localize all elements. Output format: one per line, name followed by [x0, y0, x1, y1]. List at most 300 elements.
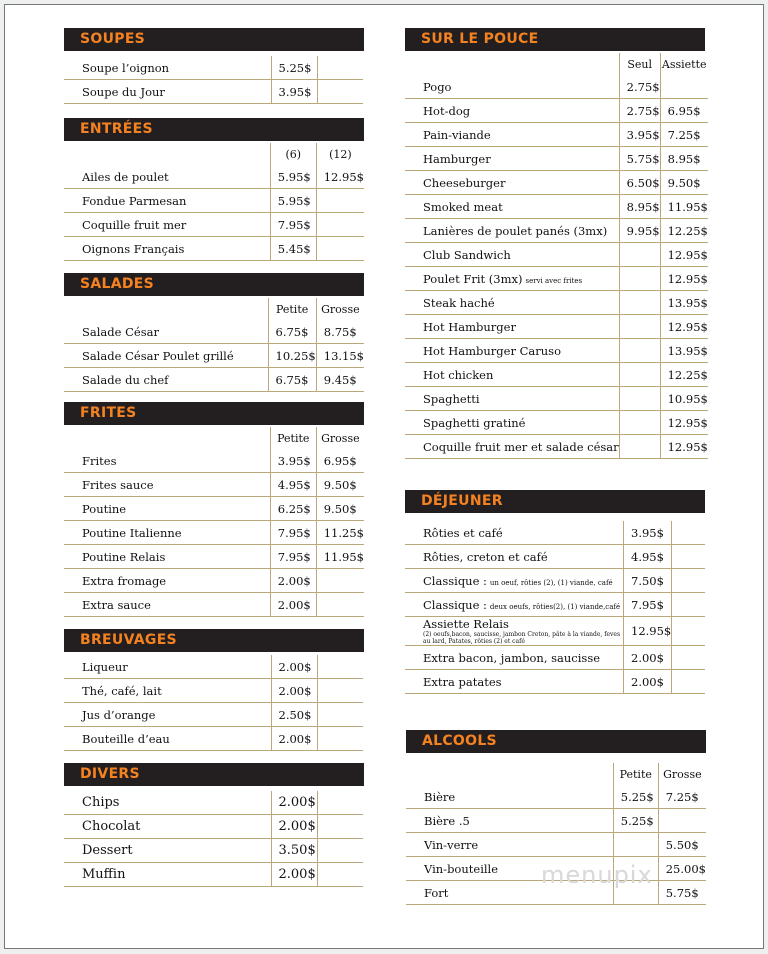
- menu-item-row: [405, 243, 708, 267]
- section-breuvages: [64, 629, 364, 751]
- column-header: Grosse: [658, 763, 706, 785]
- item-name: Salade César Poulet grillé: [82, 348, 234, 363]
- menu-item-row: [64, 80, 363, 104]
- item-name-cell: [64, 189, 270, 213]
- price: 3.95$: [624, 521, 672, 545]
- price: [672, 593, 705, 617]
- section-title: SALADES: [64, 273, 364, 296]
- column-header: Seul: [619, 53, 660, 75]
- column-header: (12): [316, 143, 364, 165]
- menu-item-row: [405, 171, 708, 195]
- item-name: Vin-verre: [424, 837, 479, 852]
- item-name-cell: [406, 833, 613, 857]
- item-note: deux oeufs, rôties(2), (1) viande,café: [489, 602, 621, 611]
- item-name: Liqueur: [82, 659, 128, 674]
- price: 12.25$: [660, 363, 708, 387]
- menu-item-row: [406, 833, 706, 857]
- menu-item-row: [405, 545, 705, 569]
- price: 2.75$: [619, 75, 660, 99]
- item-name: Classique :: [423, 573, 487, 588]
- item-name: Smoked meat: [423, 199, 503, 214]
- menu-item-row: [406, 785, 706, 809]
- price: [317, 727, 363, 751]
- price: [672, 617, 705, 646]
- price: 7.50$: [624, 569, 672, 593]
- item-note: un oeuf, rôties (2), (1) viande, café: [489, 578, 613, 587]
- menu-item-row: [64, 56, 363, 80]
- menu-item-row: [64, 473, 364, 497]
- column-header: Petite: [268, 298, 316, 320]
- price: 10.95$: [660, 387, 708, 411]
- price: 2.00$: [270, 569, 316, 593]
- menu-item-row: [405, 147, 708, 171]
- menu-item-row: [405, 569, 705, 593]
- item-name: Pain-viande: [423, 127, 491, 142]
- menu-item-row: [64, 189, 364, 213]
- menu-item-row: [64, 593, 364, 617]
- price: [317, 80, 363, 104]
- price: 9.45$: [316, 368, 364, 392]
- item-name-cell: [405, 291, 619, 315]
- item-name: Rôties et café: [423, 525, 503, 540]
- price: [316, 189, 364, 213]
- item-name-cell: [64, 56, 271, 80]
- menu-item-row: [405, 291, 708, 315]
- menu-item-row: [405, 315, 708, 339]
- menu-item-row: [64, 655, 363, 679]
- price: [317, 703, 363, 727]
- price: 2.00$: [624, 646, 672, 670]
- item-name: Soupe l’oignon: [82, 60, 170, 75]
- price: 11.95$: [660, 195, 708, 219]
- item-name-cell: [405, 123, 619, 147]
- section-title: DIVERS: [64, 763, 364, 786]
- price: 2.00$: [624, 670, 672, 694]
- item-name-cell: [64, 213, 270, 237]
- menu-item-row: [405, 435, 708, 459]
- item-name-cell: [64, 679, 271, 703]
- item-name: Bière: [424, 789, 456, 804]
- menu-item-row: [405, 670, 705, 694]
- item-name: Poutine: [82, 501, 127, 516]
- item-name: Poutine Italienne: [82, 525, 182, 540]
- menu-item-row: [64, 237, 364, 261]
- price: [317, 815, 363, 839]
- item-name: Bouteille d’eau: [82, 731, 170, 746]
- price: 9.50$: [660, 171, 708, 195]
- menu-item-row: [64, 213, 364, 237]
- price: [317, 791, 363, 815]
- menu-item-row: [64, 497, 364, 521]
- item-name: Extra bacon, jambon, saucisse: [423, 650, 601, 665]
- price: 12.25$: [660, 219, 708, 243]
- price: [619, 243, 660, 267]
- item-name-cell: [64, 497, 270, 521]
- item-name: Hot Hamburger: [423, 319, 516, 334]
- menu-item-row: [405, 363, 708, 387]
- price: 12.95$: [660, 267, 708, 291]
- item-name-cell: [405, 75, 619, 99]
- menu-table: [405, 53, 708, 459]
- price: 6.95$: [316, 449, 364, 473]
- item-name: Club Sandwich: [423, 247, 511, 262]
- price: 2.00$: [271, 655, 317, 679]
- menu-item-row: [64, 449, 364, 473]
- section-dejeuner: [405, 490, 705, 694]
- price: 3.50$: [271, 839, 317, 863]
- item-name: Oignons Français: [82, 241, 185, 256]
- price: 2.00$: [271, 863, 317, 887]
- price: 12.95$: [660, 435, 708, 459]
- section-title: BREUVAGES: [64, 629, 364, 652]
- menu-item-row: [405, 521, 705, 545]
- price: 5.25$: [271, 56, 317, 80]
- menu-item-row: [405, 617, 705, 646]
- item-name: Soupe du Jour: [82, 84, 165, 99]
- item-name: Steak haché: [423, 295, 495, 310]
- price: 2.75$: [619, 99, 660, 123]
- item-name-cell: [405, 315, 619, 339]
- column-header: Petite: [270, 427, 316, 449]
- price: 5.95$: [270, 189, 316, 213]
- menu-item-row: [64, 839, 363, 863]
- menu-item-row: [64, 569, 364, 593]
- item-name-cell: [64, 839, 271, 863]
- price: [317, 839, 363, 863]
- section-title: DÉJEUNER: [405, 490, 705, 513]
- column-header: Petite: [613, 763, 658, 785]
- column-header-row: [64, 143, 364, 165]
- item-name: Spaghetti: [423, 391, 480, 406]
- price: [619, 339, 660, 363]
- menu-item-row: [64, 165, 364, 189]
- item-name: Extra sauce: [82, 597, 151, 612]
- item-name-cell: [405, 387, 619, 411]
- item-name: Lanières de poulet panés (3mx): [423, 223, 608, 238]
- item-name-cell: [405, 670, 624, 694]
- item-name-cell: [64, 473, 270, 497]
- item-name: Bière .5: [424, 813, 470, 828]
- section-sur-le-pouce: [405, 28, 708, 459]
- menu-item-row: [405, 646, 705, 670]
- menu-item-row: [405, 123, 708, 147]
- price: [660, 75, 708, 99]
- item-name-cell: [405, 171, 619, 195]
- price: 2.00$: [271, 679, 317, 703]
- price: 4.95$: [270, 473, 316, 497]
- menu-table: [64, 298, 364, 392]
- item-name-cell: [405, 411, 619, 435]
- menu-table: [64, 427, 364, 617]
- price: 8.95$: [660, 147, 708, 171]
- price: 25.00$: [658, 857, 706, 881]
- section-divers: [64, 763, 364, 887]
- price: 7.25$: [660, 123, 708, 147]
- item-name: Salade César: [82, 324, 159, 339]
- item-name-cell: [64, 545, 270, 569]
- item-name-cell: [406, 809, 613, 833]
- menu-table: [64, 143, 364, 261]
- item-name: Coquille fruit mer et salade césar: [423, 439, 619, 454]
- price: 3.95$: [619, 123, 660, 147]
- item-name: Rôties, creton et café: [423, 549, 548, 564]
- price: 5.75$: [658, 881, 706, 905]
- menu-item-row: [64, 863, 363, 887]
- price: [672, 670, 705, 694]
- item-name-cell: [64, 344, 268, 368]
- item-name-cell: [405, 569, 624, 593]
- price: 12.95$: [660, 411, 708, 435]
- price: [619, 267, 660, 291]
- price: [317, 863, 363, 887]
- price: 9.95$: [619, 219, 660, 243]
- item-name: Classique :: [423, 597, 487, 612]
- menu-item-row: [64, 679, 363, 703]
- price: 2.00$: [271, 727, 317, 751]
- item-name-cell: [405, 593, 624, 617]
- menu-item-row: [405, 99, 708, 123]
- price: 3.95$: [270, 449, 316, 473]
- price: 13.15$: [316, 344, 364, 368]
- price: 10.25$: [268, 344, 316, 368]
- item-name: Pogo: [423, 79, 452, 94]
- column-header: (6): [270, 143, 316, 165]
- item-name-cell: [64, 815, 271, 839]
- menu-item-row: [64, 320, 364, 344]
- item-name-cell: [405, 147, 619, 171]
- menu-item-row: [405, 267, 708, 291]
- section-title: FRITES: [64, 402, 364, 425]
- menu-item-row: [64, 545, 364, 569]
- item-name-cell: [64, 593, 270, 617]
- section-title: ENTRÉES: [64, 118, 364, 141]
- price: [672, 521, 705, 545]
- item-name: Fondue Parmesan: [82, 193, 187, 208]
- price: 7.95$: [624, 593, 672, 617]
- column-header: Assiette: [660, 53, 708, 75]
- price: 11.95$: [316, 545, 364, 569]
- price: 5.25$: [613, 809, 658, 833]
- price: 12.95$: [624, 617, 672, 646]
- price: 9.50$: [316, 473, 364, 497]
- item-name: Fort: [424, 885, 449, 900]
- item-name-cell: [64, 521, 270, 545]
- price: [619, 315, 660, 339]
- price: 12.95$: [660, 243, 708, 267]
- item-name: Frites: [82, 453, 117, 468]
- item-name-cell: [64, 320, 268, 344]
- column-header-row: [64, 298, 364, 320]
- menu-table: [405, 521, 705, 694]
- price: [317, 56, 363, 80]
- section-title: SOUPES: [64, 28, 364, 51]
- price: 7.95$: [270, 213, 316, 237]
- price: 4.95$: [624, 545, 672, 569]
- item-name: Thé, café, lait: [82, 683, 162, 698]
- column-header: Grosse: [316, 298, 364, 320]
- price: 5.25$: [613, 785, 658, 809]
- price: [316, 237, 364, 261]
- price: [316, 213, 364, 237]
- item-name-cell: [405, 617, 624, 646]
- price: 8.95$: [619, 195, 660, 219]
- menu-item-row: [406, 809, 706, 833]
- item-name: Poutine Relais: [82, 549, 166, 564]
- price: 7.95$: [270, 521, 316, 545]
- price: 11.25$: [316, 521, 364, 545]
- item-name-cell: [405, 339, 619, 363]
- item-name-cell: [405, 219, 619, 243]
- watermark: menupix: [541, 861, 653, 889]
- menu-item-row: [64, 791, 363, 815]
- price: [672, 646, 705, 670]
- menu-item-row: [405, 195, 708, 219]
- item-name-cell: [405, 363, 619, 387]
- item-name: Ailes de poulet: [82, 169, 169, 184]
- item-name: Muffin: [82, 867, 126, 882]
- menu-item-row: [64, 344, 364, 368]
- menu-item-row: [64, 703, 363, 727]
- item-name: Chips: [82, 795, 120, 810]
- price: 2.00$: [270, 593, 316, 617]
- item-name: Poulet Frit (3mx): [423, 271, 523, 286]
- item-name-cell: [64, 703, 271, 727]
- item-name-cell: [64, 368, 268, 392]
- menu-item-row: [405, 339, 708, 363]
- price: 6.50$: [619, 171, 660, 195]
- price: 7.95$: [270, 545, 316, 569]
- price: [658, 809, 706, 833]
- item-name-cell: [64, 80, 271, 104]
- price: 6.75$: [268, 320, 316, 344]
- price: [672, 569, 705, 593]
- price: 12.95$: [660, 315, 708, 339]
- column-header-row: [406, 763, 706, 785]
- item-name-cell: [406, 785, 613, 809]
- item-name-cell: [405, 195, 619, 219]
- item-name-cell: [405, 267, 619, 291]
- menu-item-row: [64, 521, 364, 545]
- price: 6.75$: [268, 368, 316, 392]
- section-salades: [64, 273, 364, 392]
- menu-page: [4, 4, 764, 949]
- item-name-cell: [64, 165, 270, 189]
- price: 2.50$: [271, 703, 317, 727]
- price: 13.95$: [660, 291, 708, 315]
- price: 2.00$: [271, 791, 317, 815]
- price: 5.95$: [270, 165, 316, 189]
- price: [613, 833, 658, 857]
- section-entrees: [64, 118, 364, 261]
- price: [316, 593, 364, 617]
- item-name-cell: [64, 449, 270, 473]
- item-name-cell: [405, 521, 624, 545]
- price: [619, 363, 660, 387]
- price: 3.95$: [271, 80, 317, 104]
- item-name-cell: [64, 863, 271, 887]
- item-name: Hot Hamburger Caruso: [423, 343, 561, 358]
- menu-table: [64, 655, 363, 751]
- menu-item-row: [64, 727, 363, 751]
- item-name: Salade du chef: [82, 372, 169, 387]
- section-title: SUR LE POUCE: [405, 28, 705, 51]
- column-header-row: [64, 427, 364, 449]
- section-frites: [64, 402, 364, 617]
- item-name: Dessert: [82, 843, 133, 858]
- price: 5.75$: [619, 147, 660, 171]
- item-name: Extra fromage: [82, 573, 167, 588]
- item-name-cell: [405, 99, 619, 123]
- price: [317, 655, 363, 679]
- item-note: (2) oeufs,bacon, saucisse, jambon Creton, pâte à la viande, feves au lard, Patates, rôties (2) et café: [423, 631, 621, 645]
- item-note: servi avec frites: [525, 276, 583, 285]
- price: [619, 411, 660, 435]
- menu-item-row: [64, 368, 364, 392]
- price: 13.95$: [660, 339, 708, 363]
- menu-table: [64, 791, 363, 887]
- price: [619, 387, 660, 411]
- menu-table: [64, 56, 363, 104]
- item-name-cell: [405, 435, 619, 459]
- column-header: Grosse: [316, 427, 364, 449]
- price: 7.25$: [658, 785, 706, 809]
- price: 5.50$: [658, 833, 706, 857]
- item-name: Frites sauce: [82, 477, 154, 492]
- price: [619, 291, 660, 315]
- menu-item-row: [405, 411, 708, 435]
- item-name-cell: [64, 237, 270, 261]
- price: 6.25$: [270, 497, 316, 521]
- item-name: Coquille fruit mer: [82, 217, 187, 232]
- price: 12.95$: [316, 165, 364, 189]
- item-name: Hot-dog: [423, 103, 471, 118]
- item-name: Extra patates: [423, 674, 502, 689]
- price: 2.00$: [271, 815, 317, 839]
- column-header-row: [405, 53, 708, 75]
- section-soupes: [64, 28, 364, 104]
- price: 5.45$: [270, 237, 316, 261]
- item-name: Assiette Relais: [423, 617, 509, 631]
- item-name-cell: [64, 791, 271, 815]
- section-title: ALCOOLS: [406, 730, 706, 753]
- menu-item-row: [405, 75, 708, 99]
- item-name-cell: [405, 545, 624, 569]
- menu-item-row: [405, 219, 708, 243]
- price: 9.50$: [316, 497, 364, 521]
- item-name: Cheeseburger: [423, 175, 506, 190]
- item-name: Chocolat: [82, 819, 141, 834]
- item-name: Spaghetti gratiné: [423, 415, 526, 430]
- item-name-cell: [405, 646, 624, 670]
- price: [672, 545, 705, 569]
- price: 8.75$: [316, 320, 364, 344]
- item-name-cell: [64, 569, 270, 593]
- item-name-cell: [64, 655, 271, 679]
- item-name-cell: [64, 727, 271, 751]
- price: 6.95$: [660, 99, 708, 123]
- item-name-cell: [405, 243, 619, 267]
- price: [316, 569, 364, 593]
- price: [317, 679, 363, 703]
- price: [619, 435, 660, 459]
- item-name: Vin-bouteille: [424, 861, 499, 876]
- menu-item-row: [405, 593, 705, 617]
- item-name: Hot chicken: [423, 367, 494, 382]
- item-name: Hamburger: [423, 151, 491, 166]
- menu-item-row: [405, 387, 708, 411]
- menu-item-row: [64, 815, 363, 839]
- item-name: Jus d’orange: [82, 707, 156, 722]
